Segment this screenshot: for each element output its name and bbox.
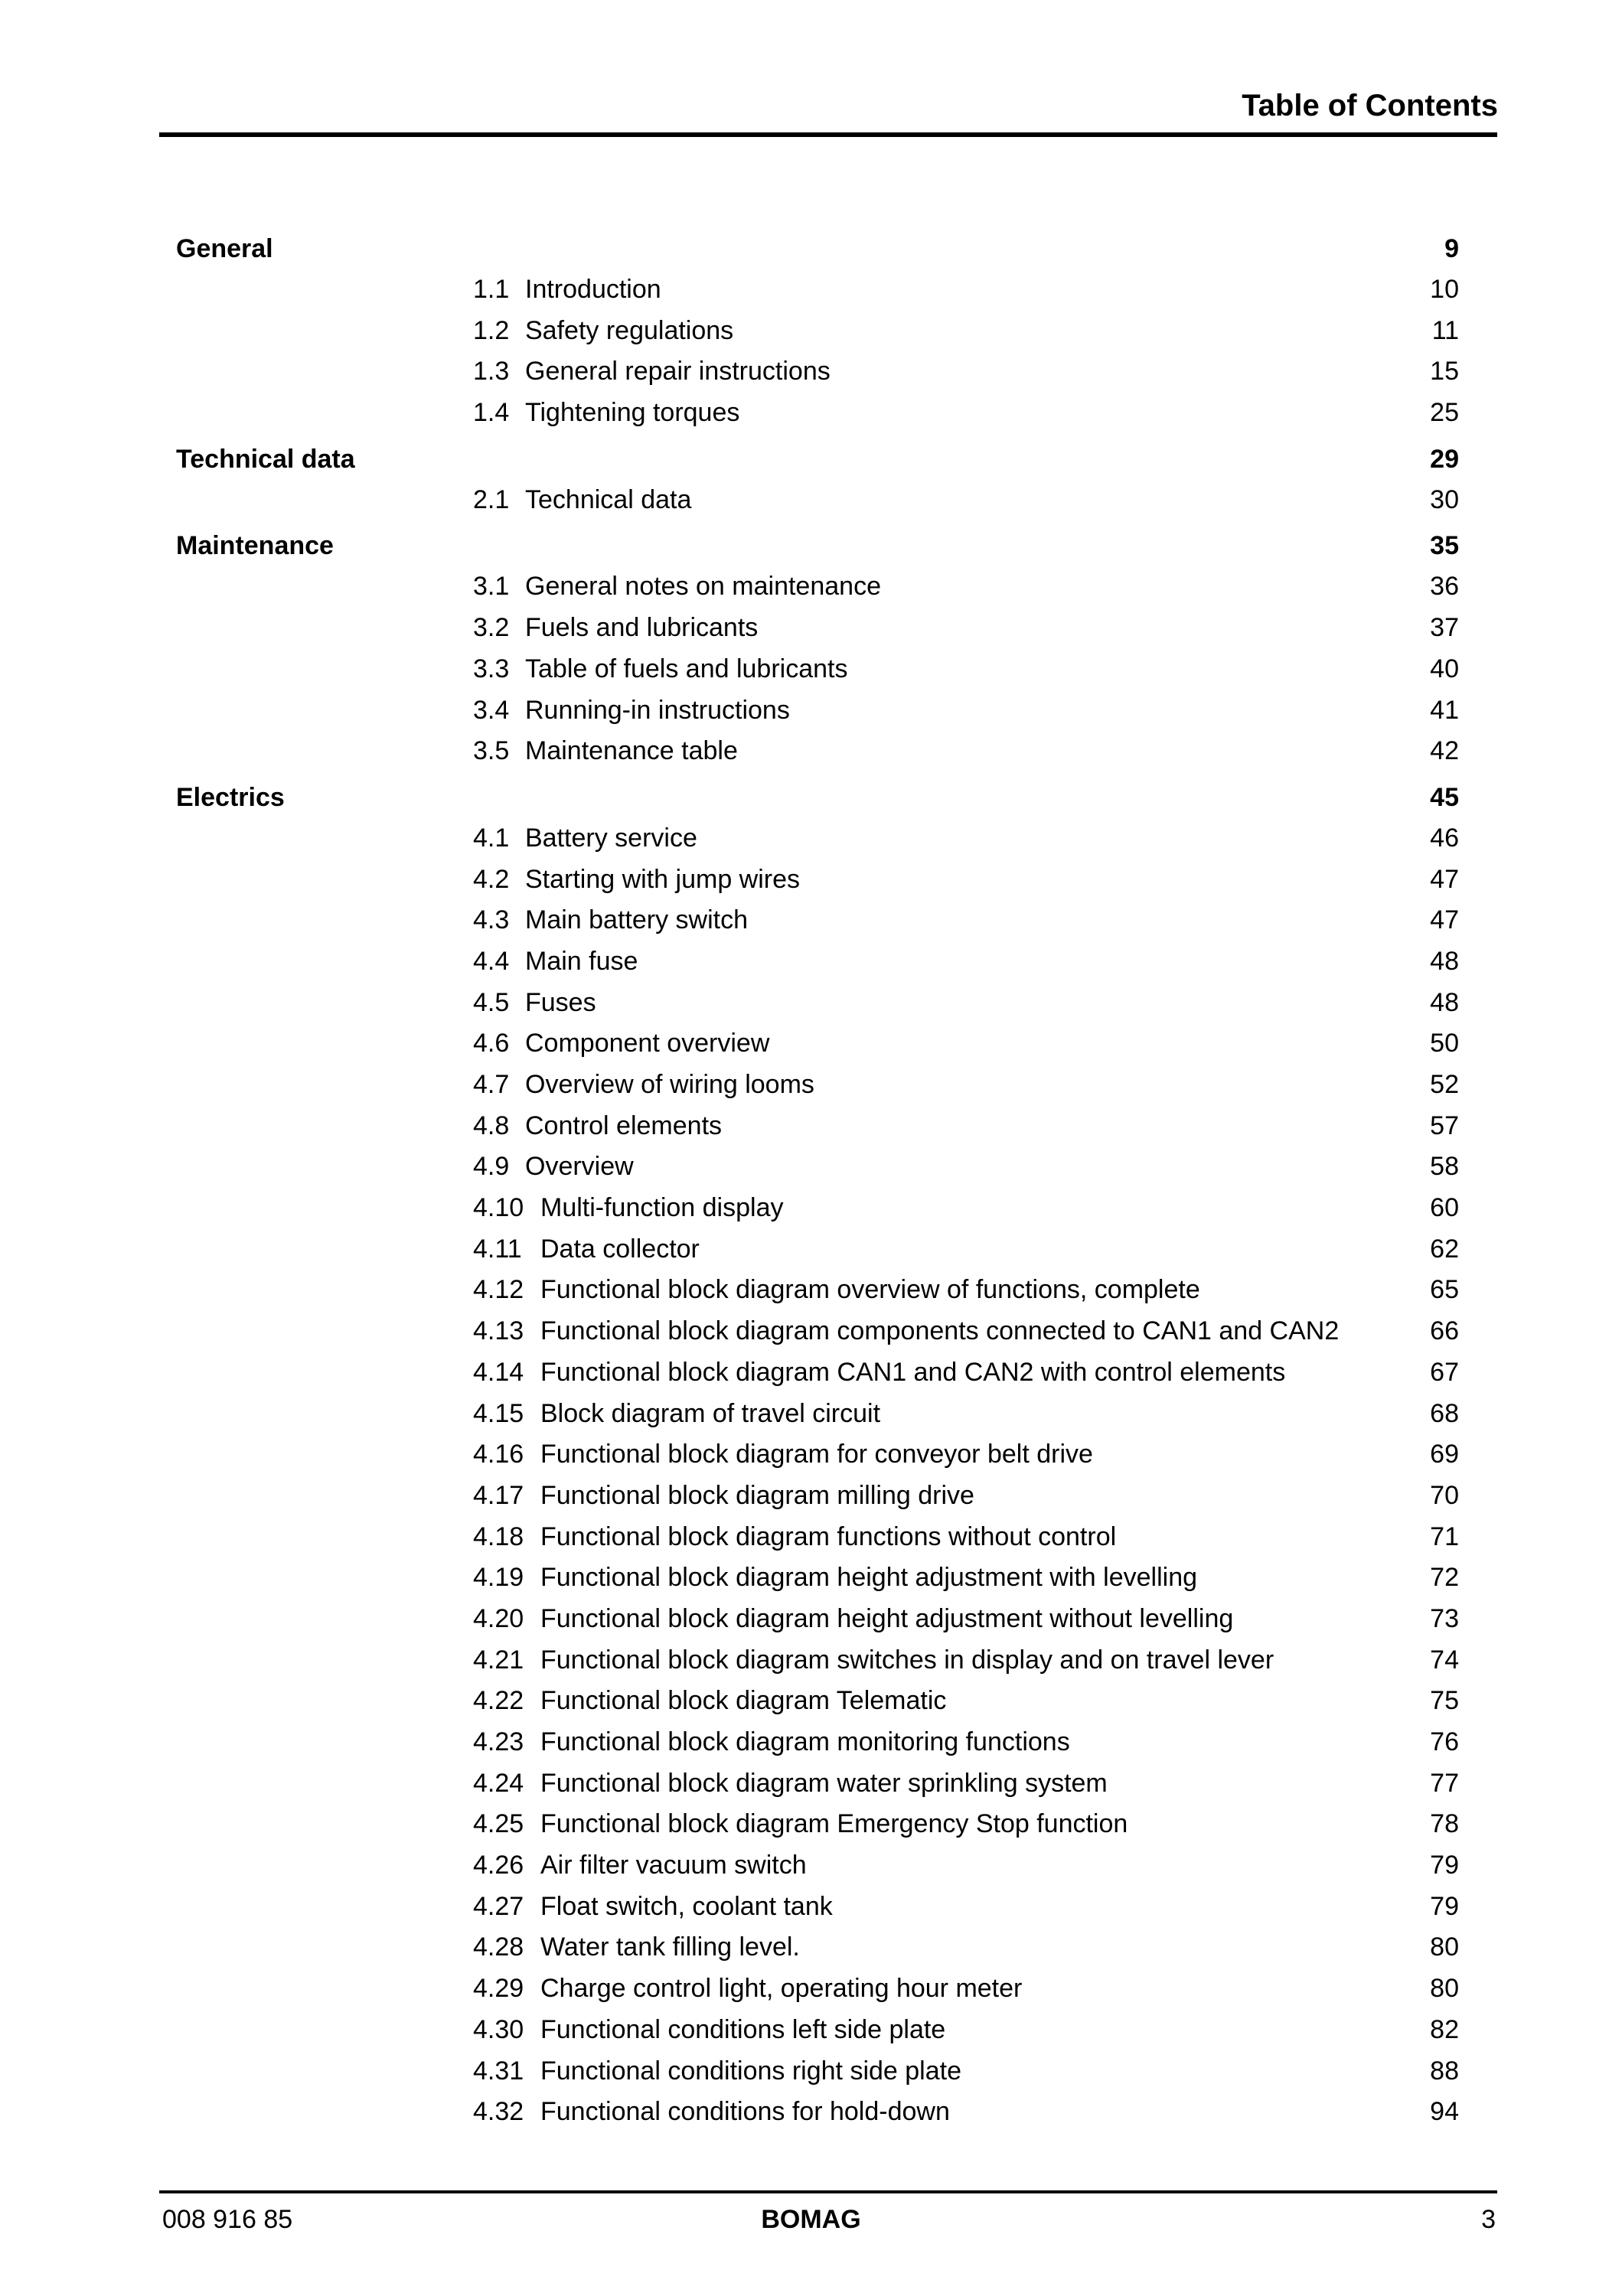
toc-entry-number: 4.23 [473,1727,524,1756]
toc-entry-page: 80 [1430,1974,1459,2004]
toc-chapter-title: Electrics [176,782,285,812]
toc-entry-title: Functional conditions for hold-down [540,2097,950,2127]
toc-chapter [176,439,1459,480]
toc-entry-page: 94 [1430,2097,1459,2127]
toc-entry-page: 47 [1430,864,1459,894]
toc-entry-page: 88 [1430,2056,1459,2086]
toc-entry-number: 4.24 [473,1768,524,1798]
toc-entry-page: 73 [1430,1603,1459,1633]
toc-entry-number: 3.1 [473,572,510,602]
toc-entry [176,1804,1459,1845]
toc-entry [176,1146,1459,1188]
toc-entry-title: Fuels and lubricants [525,613,759,643]
toc-entry-number: 4.16 [473,1440,524,1469]
toc-entry-page: 77 [1430,1768,1459,1798]
toc-entry-title: General notes on maintenance [525,572,881,602]
toc-entry-number: 4.13 [473,1316,524,1346]
toc-entry-number: 4.7 [473,1070,510,1099]
toc-entry-number: 4.19 [473,1563,524,1593]
toc-entry-number: 4.17 [473,1480,524,1510]
toc-entry [176,1229,1459,1270]
toc-entry-title: Running-in instructions [525,695,790,725]
toc-entry-page: 79 [1430,1851,1459,1880]
toc-chapter-title: General [176,234,273,263]
toc-entry [176,393,1459,434]
toc-entry [176,731,1459,772]
toc-chapter [176,525,1459,566]
toc-entry-number: 1.4 [473,398,510,428]
toc-entry-page: 46 [1430,823,1459,853]
toc-entry-page: 47 [1430,905,1459,935]
toc-entry [176,1311,1459,1352]
toc-entry-title: Introduction [525,275,661,304]
toc-entry-number: 4.22 [473,1686,524,1716]
toc-entry-page: 75 [1430,1686,1459,1716]
toc-entry-number: 4.10 [473,1193,524,1223]
toc-entry-page: 71 [1430,1521,1459,1551]
toc-entry-number: 4.4 [473,946,510,976]
toc-entry-page: 48 [1430,987,1459,1017]
toc-entry [176,1557,1459,1599]
toc-entry-number: 3.2 [473,613,510,643]
toc-entry-number: 4.1 [473,823,510,853]
toc-entry-title: Functional conditions right side plate [540,2056,961,2086]
toc-chapter-title: Maintenance [176,531,334,561]
toc-entry-number: 3.4 [473,695,510,725]
toc-entry [176,311,1459,352]
toc-entry-title: Technical data [525,484,692,514]
toc-entry [176,1927,1459,1968]
toc-entry-page: 68 [1430,1398,1459,1428]
toc-entry [176,1681,1459,1722]
toc-entry [176,2051,1459,2092]
toc-entry-title: Functional block diagram Telematic [540,1686,947,1716]
toc-chapter-page: 45 [1430,782,1459,812]
toc-entry-page: 41 [1430,695,1459,725]
toc-entry-title: Functional block diagram switches in display and on travel lever [540,1645,1274,1675]
toc-entry-number: 4.29 [473,1974,524,2004]
toc-entry-page: 67 [1430,1357,1459,1387]
toc-entry-title: Air filter vacuum switch [540,1851,807,1880]
toc-entry-page: 10 [1430,275,1459,304]
toc-entry [176,1270,1459,1311]
toc-entry-title: Functional block diagram milling drive [540,1480,974,1510]
toc-entry-title: Functional block diagram height adjustment without levelling [540,1603,1234,1633]
toc-entry [176,1640,1459,1681]
toc-entry-number: 4.2 [473,864,510,894]
toc-entry [176,1394,1459,1435]
toc-entry-title: Functional block diagram Emergency Stop function [540,1809,1128,1839]
toc-entry-page: 69 [1430,1440,1459,1469]
toc-entry [176,2010,1459,2051]
toc-entry-number: 2.1 [473,484,510,514]
toc-entry-title: Multi-function display [540,1193,784,1223]
toc-entry-page: 74 [1430,1645,1459,1675]
toc-entry-title: Tightening torques [525,398,740,428]
toc-entry-title: Data collector [540,1234,700,1264]
toc-entry-number: 1.3 [473,357,510,386]
toc-entry-page: 72 [1430,1563,1459,1593]
toc-entry-title: General repair instructions [525,357,831,386]
toc-entry-number: 3.3 [473,654,510,683]
toc-entry [176,1599,1459,1640]
toc-entry [176,566,1459,608]
toc-entry-page: 40 [1430,654,1459,683]
toc-entry-number: 4.14 [473,1357,524,1387]
toc-entry [176,1887,1459,1928]
toc-entry-number: 1.2 [473,315,510,345]
toc-entry [176,859,1459,901]
toc-entry-title: Float switch, coolant tank [540,1891,833,1921]
footer-document-number: 008 916 85 [162,2205,293,2234]
toc-entry-number: 4.32 [473,2097,524,2127]
toc-entry-page: 58 [1430,1152,1459,1182]
toc-chapter [176,228,1459,269]
toc-entry [176,1188,1459,1229]
toc-entry-number: 4.3 [473,905,510,935]
header-rule [159,132,1497,137]
toc-entry-page: 80 [1430,1932,1459,1962]
toc-entry [176,1763,1459,1805]
toc-entry-title: Table of fuels and lubricants [525,654,848,683]
toc-entry-page: 52 [1430,1070,1459,1099]
toc-entry-page: 82 [1430,2014,1459,2044]
footer-brand: BOMAG [761,2205,861,2234]
toc-entry-number: 4.8 [473,1110,510,1140]
toc-entry-title: Safety regulations [525,315,734,345]
page-title: Table of Contents [1242,89,1498,122]
toc-entry-page: 42 [1430,736,1459,766]
toc-entry-title: Functional block diagram functions without control [540,1521,1117,1551]
toc-entry-title: Functional block diagram CAN1 and CAN2 with control elements [540,1357,1286,1387]
toc-entry-page: 50 [1430,1029,1459,1058]
toc-entry [176,608,1459,649]
toc-entry [176,1023,1459,1065]
toc-chapter-page: 9 [1444,234,1459,263]
toc-entry-title: Functional block diagram height adjustment with levelling [540,1563,1198,1593]
toc-entry-title: Functional block diagram overview of functions, complete [540,1275,1200,1305]
toc-entry-number: 4.31 [473,2056,524,2086]
toc-entry [176,480,1459,521]
toc-entry-title: Block diagram of travel circuit [540,1398,881,1428]
toc-entry-number: 1.1 [473,275,510,304]
toc-entry [176,1517,1459,1558]
toc-entry-title: Overview of wiring looms [525,1070,814,1099]
toc-entry-title: Maintenance table [525,736,738,766]
toc-entry-title: Charge control light, operating hour meter [540,1974,1023,2004]
toc-entry-page: 48 [1430,946,1459,976]
toc-entry-page: 37 [1430,613,1459,643]
toc-entry-number: 3.5 [473,736,510,766]
toc-entry [176,900,1459,941]
toc-entry-page: 36 [1430,572,1459,602]
toc-entry [176,649,1459,690]
toc-entry-title: Functional block diagram for conveyor belt drive [540,1440,1093,1469]
toc-entry-page: 62 [1430,1234,1459,1264]
toc-entry-page: 70 [1430,1480,1459,1510]
toc-entry-title: Main fuse [525,946,638,976]
footer-page-number: 3 [1481,2205,1496,2234]
toc-entry [176,2092,1459,2133]
toc-chapter-title: Technical data [176,444,355,474]
toc-entry [176,1106,1459,1147]
toc-entry-title: Starting with jump wires [525,864,801,894]
toc-entry-number: 4.5 [473,987,510,1017]
toc-entry [176,690,1459,732]
toc-entry-number: 4.25 [473,1809,524,1839]
toc-entry [176,1968,1459,2010]
toc-entry-title: Functional block diagram components connected to CAN1 and CAN2 [540,1316,1340,1346]
toc-entry-page: 25 [1430,398,1459,428]
toc-entry-number: 4.30 [473,2014,524,2044]
toc-entry-title: Functional block diagram monitoring functions [540,1727,1070,1756]
toc-entry [176,1476,1459,1517]
toc-entry [176,1065,1459,1106]
toc-entry-title: Fuses [525,987,596,1017]
toc-entry-title: Main battery switch [525,905,748,935]
toc-entry-number: 4.18 [473,1521,524,1551]
toc-entry-page: 11 [1431,315,1459,345]
toc-entry-page: 60 [1430,1193,1459,1223]
toc-entry [176,983,1459,1024]
toc-entry-number: 4.20 [473,1603,524,1633]
toc-entry [176,351,1459,393]
toc-entry-title: Overview [525,1152,634,1182]
table-of-contents [176,228,1459,2133]
toc-entry-number: 4.12 [473,1275,524,1305]
toc-entry-number: 4.26 [473,1851,524,1880]
toc-entry-page: 15 [1430,357,1459,386]
toc-entry-number: 4.28 [473,1932,524,1962]
toc-entry-page: 76 [1430,1727,1459,1756]
toc-entry-page: 65 [1430,1275,1459,1305]
toc-entry [176,1845,1459,1887]
toc-entry [176,1434,1459,1476]
toc-entry-title: Battery service [525,823,697,853]
toc-entry-number: 4.21 [473,1645,524,1675]
footer-rule [159,2190,1497,2193]
toc-entry-title: Functional block diagram water sprinkling system [540,1768,1108,1798]
toc-chapter-page: 35 [1430,531,1459,561]
toc-entry-number: 4.15 [473,1398,524,1428]
toc-entry [176,941,1459,983]
toc-entry-page: 79 [1430,1891,1459,1921]
toc-entry-page: 57 [1430,1110,1459,1140]
toc-entry-number: 4.27 [473,1891,524,1921]
toc-entry-page: 66 [1430,1316,1459,1346]
toc-entry-number: 4.6 [473,1029,510,1058]
toc-entry [176,1722,1459,1763]
toc-entry-title: Control elements [525,1110,723,1140]
toc-chapter-page: 29 [1430,444,1459,474]
toc-entry-title: Water tank filling level. [540,1932,800,1962]
toc-entry-page: 30 [1430,484,1459,514]
toc-entry-number: 4.9 [473,1152,510,1182]
toc-chapter [176,777,1459,818]
toc-entry-title: Functional conditions left side plate [540,2014,946,2044]
toc-entry [176,1352,1459,1394]
toc-entry-page: 78 [1430,1809,1459,1839]
toc-entry-number: 4.11 [473,1234,522,1264]
toc-entry [176,818,1459,859]
toc-entry-title: Component overview [525,1029,770,1058]
toc-entry [176,269,1459,311]
